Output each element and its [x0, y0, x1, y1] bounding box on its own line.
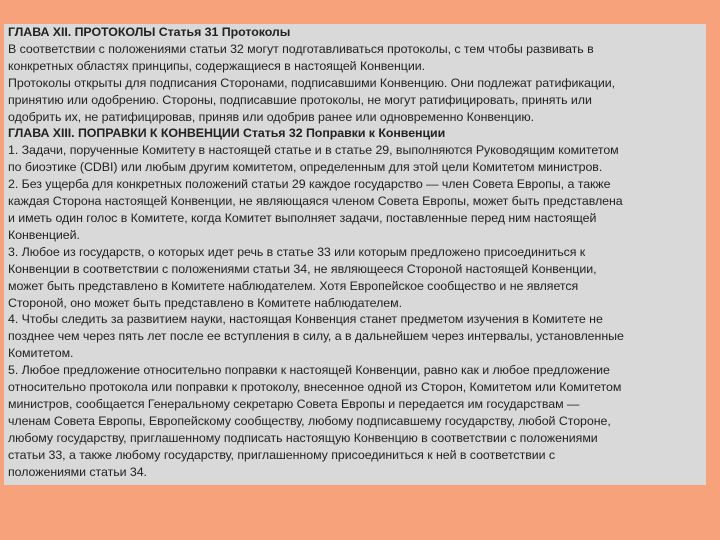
text-line: 4. Чтобы следить за развитием науки, настоящая Конвенция станет предметом изучения в Комитете не	[8, 312, 603, 327]
text-line: 3. Любое из государств, о которых идет речь в статье 33 или которым предложено присоединиться к	[8, 244, 586, 259]
text-line: относительно протокола или поправки к протоколу, внесенное одной из Сторон, Комитетом или Комитетом	[8, 380, 622, 395]
text-line: конкретных областях принципы, содержащиеся в настоящей Конвенции.	[8, 58, 425, 73]
text-line: каждая Сторона настоящей Конвенции, не являющаяся членом Совета Европы, может быть представлена	[8, 194, 623, 209]
text-line: В соответствии с положениями статьи 32 могут подготавливаться протоколы, с тем чтобы развивать в	[8, 41, 594, 56]
text-line: министров, сообщается Генеральному секретарю Совета Европы и передается им государствам —	[8, 396, 580, 411]
text-line: Протоколы открыты для подписания Сторонами, подписавшими Конвенцию. Они подлежат ратификации,	[8, 75, 616, 90]
document-text-panel	[4, 24, 706, 485]
text-line: 5. Любое предложение относительно поправки к настоящей Конвенции, равно как и любое предложение	[8, 363, 610, 378]
text-line: и иметь один голос в Комитете, когда Комитет выполняет задачи, поставленные перед ним настоящей	[8, 210, 597, 225]
text-line: Стороной, оно может быть представлено в Комитете наблюдателем.	[8, 295, 402, 310]
text-line: 2. Без ущерба для конкретных положений статьи 29 каждое государство — член Совета Европы, а также	[8, 177, 611, 192]
chapter-12-heading: ГЛАВА XII. ПРОТОКОЛЫ Статья 31 Протоколы	[8, 25, 291, 39]
text-line: Комитетом.	[8, 346, 74, 361]
text-line: одобрить их, не ратифицировав, приняв или одобрив ранее или одновременно Конвенцию.	[8, 109, 534, 124]
text-line: Конвенцией.	[8, 227, 80, 242]
chapter-13-heading: ГЛАВА XIII. ПОПРАВКИ К КОНВЕНЦИИ Статья 32 Поправки к Конвенции	[8, 126, 446, 141]
text-line: позднее чем через пять лет после ее вступления в силу, а в дальнейшем через интервалы, установленные	[8, 329, 624, 344]
text-line: членам Совета Европы, Европейскому сообществу, любому подписавшему государству, любой Стороне,	[8, 413, 611, 428]
text-line: по биоэтике (CDBI) или любым другим комитетом, определенным для этой цели Комитетом министров.	[8, 160, 603, 175]
text-line: 1. Задачи, порученные Комитету в настоящей статье и в статье 29, выполняются Руководящим комитетом	[8, 143, 619, 158]
text-line: положениями статьи 34.	[8, 464, 147, 479]
text-line: принятию или одобрению. Стороны, подписавшие протоколы, не могут ратифицировать, принять или	[8, 92, 592, 107]
text-line: может быть представлено в Комитете наблюдателем. Хотя Европейское сообщество и не является	[8, 278, 579, 293]
text-line: любому государству, приглашенному подписать настоящую Конвенцию в соответствии с положениями	[8, 430, 598, 445]
text-line: Конвенции в соответствии с положениями статьи 34, не являющееся Стороной настоящей Конвенции,	[8, 261, 597, 276]
text-line: статьи 33, а также любому государству, приглашенному присоединиться к ней в соответствии с	[8, 447, 556, 462]
